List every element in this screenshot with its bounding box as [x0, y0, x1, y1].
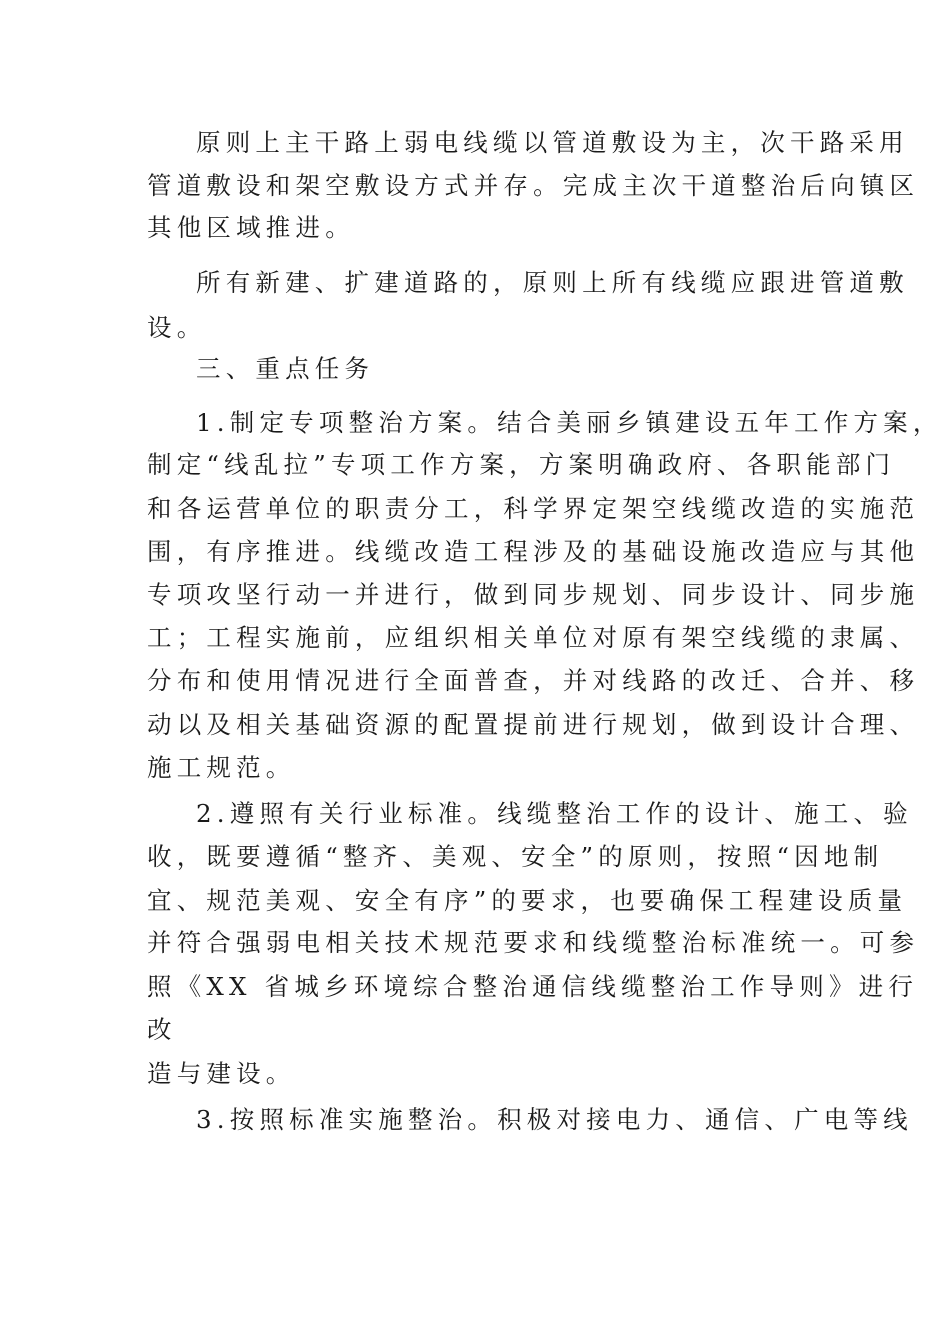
paragraph-2-line-1: 所有新建、扩建道路的，原则上所有线缆应跟进管道敷 [196, 268, 909, 297]
item-1-line-6: 工；工程实施前，应组织相关单位对原有架空线缆的隶属、 [147, 623, 920, 652]
item-1-line-9: 施工规范。 [147, 753, 296, 782]
item-1-line-1: 1.制定专项整治方案。结合美丽乡镇建设五年工作方案， [196, 408, 943, 437]
item-2-line-7: 造与建设。 [147, 1059, 296, 1088]
paragraph-1-line-1: 原则上主干路上弱电线缆以管道敷设为主，次干路采用 [196, 128, 909, 157]
item-2-line-5: 照《XX 省城乡环境综合整治通信线缆整治工作导则》进行 [147, 972, 919, 1001]
item-1-line-8: 动以及相关基础资源的配置提前进行规划，做到设计合理、 [147, 710, 920, 739]
item-1-line-4: 围，有序推进。线缆改造工程涉及的基础设施改造应与其他 [147, 537, 920, 566]
item-1-line-5: 专项攻坚行动一并进行，做到同步规划、同步设计、同步施 [147, 580, 920, 609]
item-2-line-2: 收，既要遵循“整齐、美观、安全”的原则，按照“因地制 [147, 842, 884, 871]
item-1-line-2: 制定“线乱拉”专项工作方案，方案明确政府、各职能部门 [147, 450, 896, 479]
paragraph-1-line-3: 其他区域推进。 [147, 213, 355, 242]
item-2-line-3: 宜、规范美观、安全有序”的要求，也要确保工程建设质量 [147, 886, 908, 915]
item-3-line-1: 3.按照标准实施整治。积极对接电力、通信、广电等线 [196, 1105, 913, 1134]
paragraph-2-line-2: 设。 [147, 313, 207, 342]
section-heading: 三、重点任务 [196, 354, 375, 383]
item-1-line-7: 分布和使用情况进行全面普查，并对线路的改迁、合并、移 [147, 666, 920, 695]
item-1-line-3: 和各运营单位的职责分工，科学界定架空线缆改造的实施范 [147, 494, 920, 523]
item-2-line-4: 并符合强弱电相关技术规范要求和线缆整治标准统一。可参 [147, 928, 920, 957]
item-2-line-6: 改 [147, 1015, 177, 1044]
item-2-line-1: 2.遵照有关行业标准。线缆整治工作的设计、施工、验 [196, 799, 913, 828]
paragraph-1-line-2: 管道敷设和架空敷设方式并存。完成主次干道整治后向镇区 [147, 171, 920, 200]
